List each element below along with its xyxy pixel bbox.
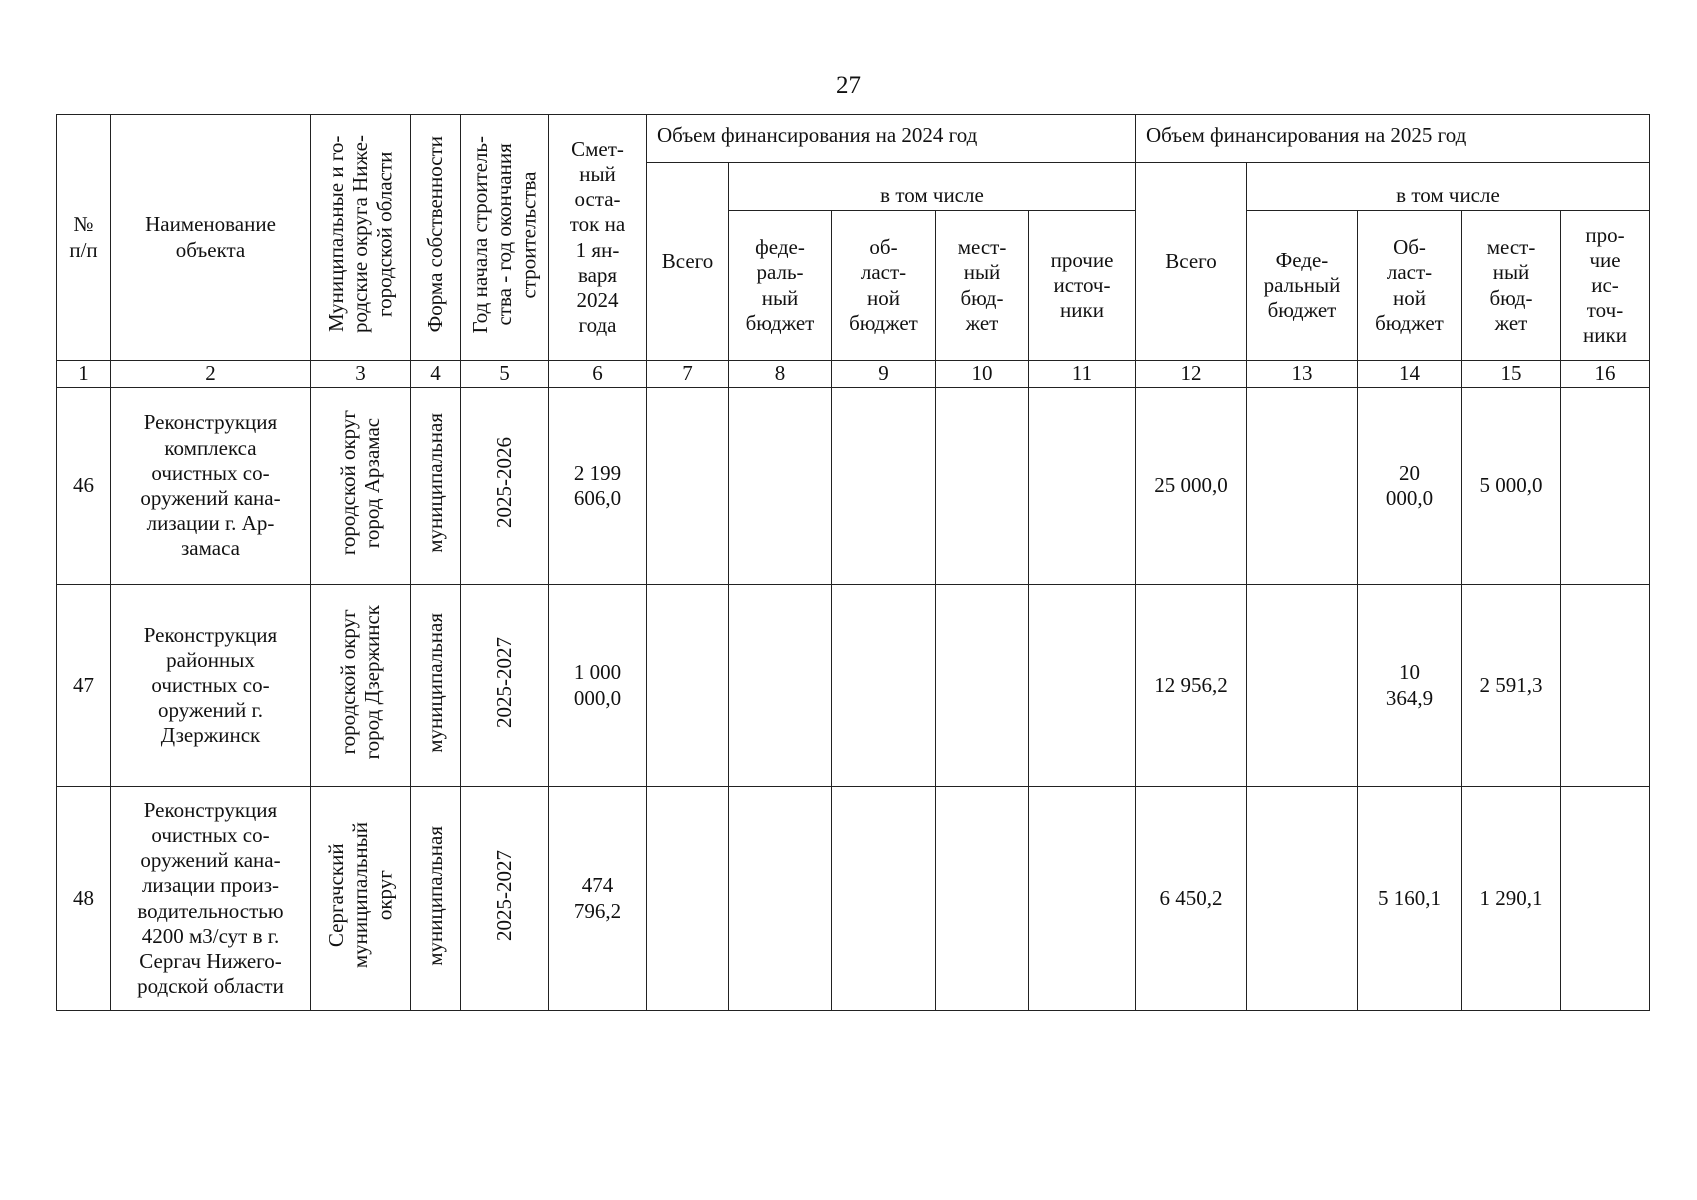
cell-regional-2025: 10 364,9 — [1358, 585, 1462, 787]
table-header — [57, 115, 1650, 388]
cell-local-2025: 2 591,3 — [1462, 585, 1561, 787]
cell-total-2025: 12 956,2 — [1136, 585, 1247, 787]
cell-regional-2024 — [832, 388, 936, 585]
column-number: 14 — [1358, 361, 1462, 388]
cell-other-2025 — [1561, 388, 1650, 585]
column-number: 16 — [1561, 361, 1650, 388]
ownership: муниципальная — [411, 787, 461, 1011]
header-construction-years: Год начала строитель- ства - год окончания строительства — [461, 115, 549, 361]
estimated-remainder: 474 796,2 — [549, 787, 647, 1011]
row-number: 46 — [57, 388, 111, 585]
table-body — [57, 388, 1650, 1011]
ownership: муниципальная — [411, 585, 461, 787]
column-numbers-row — [57, 361, 1650, 388]
header-federal-2025: Феде- ральный бюджет — [1247, 211, 1358, 361]
header-other-2024: прочие источ- ники — [1029, 211, 1136, 361]
column-number: 6 — [549, 361, 647, 388]
cell-total-2024 — [647, 585, 729, 787]
column-number: 12 — [1136, 361, 1247, 388]
column-number: 1 — [57, 361, 111, 388]
table-row — [57, 787, 1650, 1011]
header-estimated-remainder: Смет- ный оста- ток на 1 ян- варя 2024 года — [549, 115, 647, 361]
header-district: Муниципальные и го- родские округа Ниже- городской области — [311, 115, 411, 361]
column-number: 3 — [311, 361, 411, 388]
cell-local-2025: 1 290,1 — [1462, 787, 1561, 1011]
column-number: 7 — [647, 361, 729, 388]
cell-local-2024 — [936, 388, 1029, 585]
estimated-remainder: 1 000 000,0 — [549, 585, 647, 787]
column-number: 11 — [1029, 361, 1136, 388]
column-number: 4 — [411, 361, 461, 388]
cell-regional-2024 — [832, 787, 936, 1011]
column-number: 9 — [832, 361, 936, 388]
ownership: муниципальная — [411, 388, 461, 585]
cell-federal-2025 — [1247, 787, 1358, 1011]
header-including-2025: в том числе — [1247, 163, 1650, 211]
header-other-2025: про- чие ис- точ- ники — [1561, 211, 1650, 361]
district: городской округ город Арзамас — [311, 388, 411, 585]
table-row — [57, 388, 1650, 585]
header-local-2025: мест- ный бюд- жет — [1462, 211, 1561, 361]
cell-regional-2025: 20 000,0 — [1358, 388, 1462, 585]
cell-regional-2024 — [832, 585, 936, 787]
header-local-2024: мест- ный бюд- жет — [936, 211, 1029, 361]
cell-total-2024 — [647, 787, 729, 1011]
district: городской округ город Дзержинск — [311, 585, 411, 787]
column-number: 13 — [1247, 361, 1358, 388]
cell-total-2025: 25 000,0 — [1136, 388, 1247, 585]
header-federal-2024: феде- раль- ный бюджет — [729, 211, 832, 361]
cell-local-2024 — [936, 787, 1029, 1011]
header-including-2024: в том числе — [729, 163, 1136, 211]
construction-years: 2025-2027 — [461, 585, 549, 787]
column-number: 10 — [936, 361, 1029, 388]
page-number: 27 — [836, 72, 861, 99]
cell-federal-2025 — [1247, 388, 1358, 585]
column-number: 2 — [111, 361, 311, 388]
cell-other-2024 — [1029, 388, 1136, 585]
column-number: 5 — [461, 361, 549, 388]
header-ownership: Форма собственности — [411, 115, 461, 361]
row-number: 48 — [57, 787, 111, 1011]
district: Сергачский муниципальный округ — [311, 787, 411, 1011]
cell-total-2025: 6 450,2 — [1136, 787, 1247, 1011]
header-regional-2025: Об- ласт- ной бюджет — [1358, 211, 1462, 361]
column-number: 15 — [1462, 361, 1561, 388]
object-name: Реконструкция комплекса очистных со- оружений кана- лизации г. Ар- замаса — [111, 388, 311, 585]
cell-federal-2025 — [1247, 585, 1358, 787]
header-total-2024: Всего — [647, 163, 729, 361]
object-name: Реконструкция очистных со- оружений кана- лизации произ- водительностью 4200 м3/сут в г. Сергач Нижего- родской области — [111, 787, 311, 1011]
object-name: Реконструкция районных очистных со- оружений г. Дзержинск — [111, 585, 311, 787]
construction-years: 2025-2027 — [461, 787, 549, 1011]
header-group-2025: Объем финансирования на 2025 год — [1136, 115, 1650, 163]
estimated-remainder: 2 199 606,0 — [549, 388, 647, 585]
cell-local-2024 — [936, 585, 1029, 787]
cell-regional-2025: 5 160,1 — [1358, 787, 1462, 1011]
cell-federal-2024 — [729, 787, 832, 1011]
cell-total-2024 — [647, 388, 729, 585]
construction-years: 2025-2026 — [461, 388, 549, 585]
header-object-name: Наименование объекта — [111, 115, 311, 361]
header-total-2025: Всего — [1136, 163, 1247, 361]
cell-other-2024 — [1029, 787, 1136, 1011]
table-row — [57, 585, 1650, 787]
header-regional-2024: об- ласт- ной бюджет — [832, 211, 936, 361]
column-number: 8 — [729, 361, 832, 388]
cell-other-2025 — [1561, 585, 1650, 787]
cell-federal-2024 — [729, 388, 832, 585]
row-number: 47 — [57, 585, 111, 787]
header-number: № п/п — [57, 115, 111, 361]
cell-other-2025 — [1561, 787, 1650, 1011]
cell-federal-2024 — [729, 585, 832, 787]
financing-table — [56, 114, 1650, 1011]
cell-other-2024 — [1029, 585, 1136, 787]
cell-local-2025: 5 000,0 — [1462, 388, 1561, 585]
header-group-2024: Объем финансирования на 2024 год — [647, 115, 1136, 163]
